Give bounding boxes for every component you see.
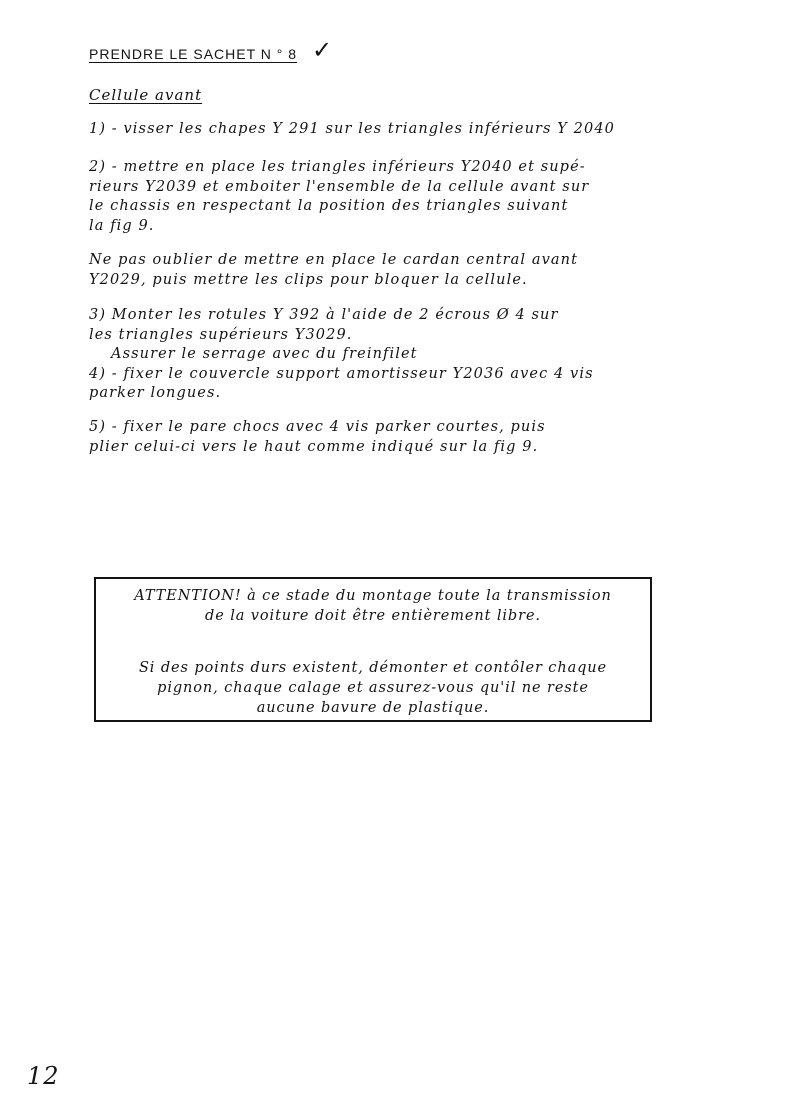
note-line-1: Ne pas oublier de mettre en place le cardan central avant: [89, 252, 579, 268]
step-3-line-1: 3) Monter les rotules Y 392 à l'aide de 2 écrous Ø 4 sur: [89, 307, 559, 323]
step-3-line-3: Assurer le serrage avec du freinfilet: [111, 346, 418, 362]
check-mark-icon: ✓: [312, 36, 333, 64]
step-2-line-1: 2) - mettre en place les triangles inférieurs Y2040 et supé-: [89, 159, 586, 175]
step-5-line-2: plier celui-ci vers le haut comme indiqué sur la fig 9.: [89, 438, 539, 455]
step-4-line-2: parker longues.: [89, 385, 222, 401]
step-1-line-1: 1) - visser les chapes Y 291 sur les triangles inférieurs Y 2040: [89, 121, 615, 137]
step-3-line-2: les triangles supérieurs Y3029.: [89, 326, 353, 343]
step-5-line-1: 5) - fixer le pare chocs avec 4 vis parker courtes, puis: [89, 419, 546, 435]
attention-line-3: Si des points durs existent, démonter et contôler chaque: [138, 660, 608, 676]
attention-paragraph-1: [96, 586, 650, 626]
step-2-line-2: rieurs Y2039 et emboiter l'ensemble de la cellule avant sur: [89, 178, 590, 195]
attention-line-2: de la voiture doit être entièrement libre.: [205, 608, 541, 624]
step-1: [89, 120, 615, 140]
attention-paragraph-2: [96, 658, 650, 718]
step-2: [89, 158, 589, 236]
attention-box: [94, 577, 652, 722]
step-2-line-3: le chassis en respectant la position des triangles suivant: [89, 198, 569, 214]
step-3-4: [89, 306, 594, 404]
section-heading: Cellule avant: [89, 86, 203, 104]
attention-line-5: aucune bavure de plastique.: [256, 700, 490, 716]
step-5: [89, 418, 546, 457]
attention-line-4: pignon, chaque calage et assurez-vous qu'il ne reste: [157, 680, 589, 696]
attention-line-1: ATTENTION! à ce stade du montage toute la transmission: [134, 588, 612, 604]
page-title: PRENDRE LE SACHET N ° 8: [89, 46, 298, 62]
note-line-2: Y2029, puis mettre les clips pour bloquer la cellule.: [89, 271, 528, 288]
page-number: 12: [27, 1062, 60, 1090]
step-2-line-4: la fig 9.: [89, 217, 155, 234]
note-cardan: [89, 251, 578, 290]
step-4-line-1: 4) - fixer le couvercle support amortisseur Y2036 avec 4 vis: [89, 365, 594, 382]
